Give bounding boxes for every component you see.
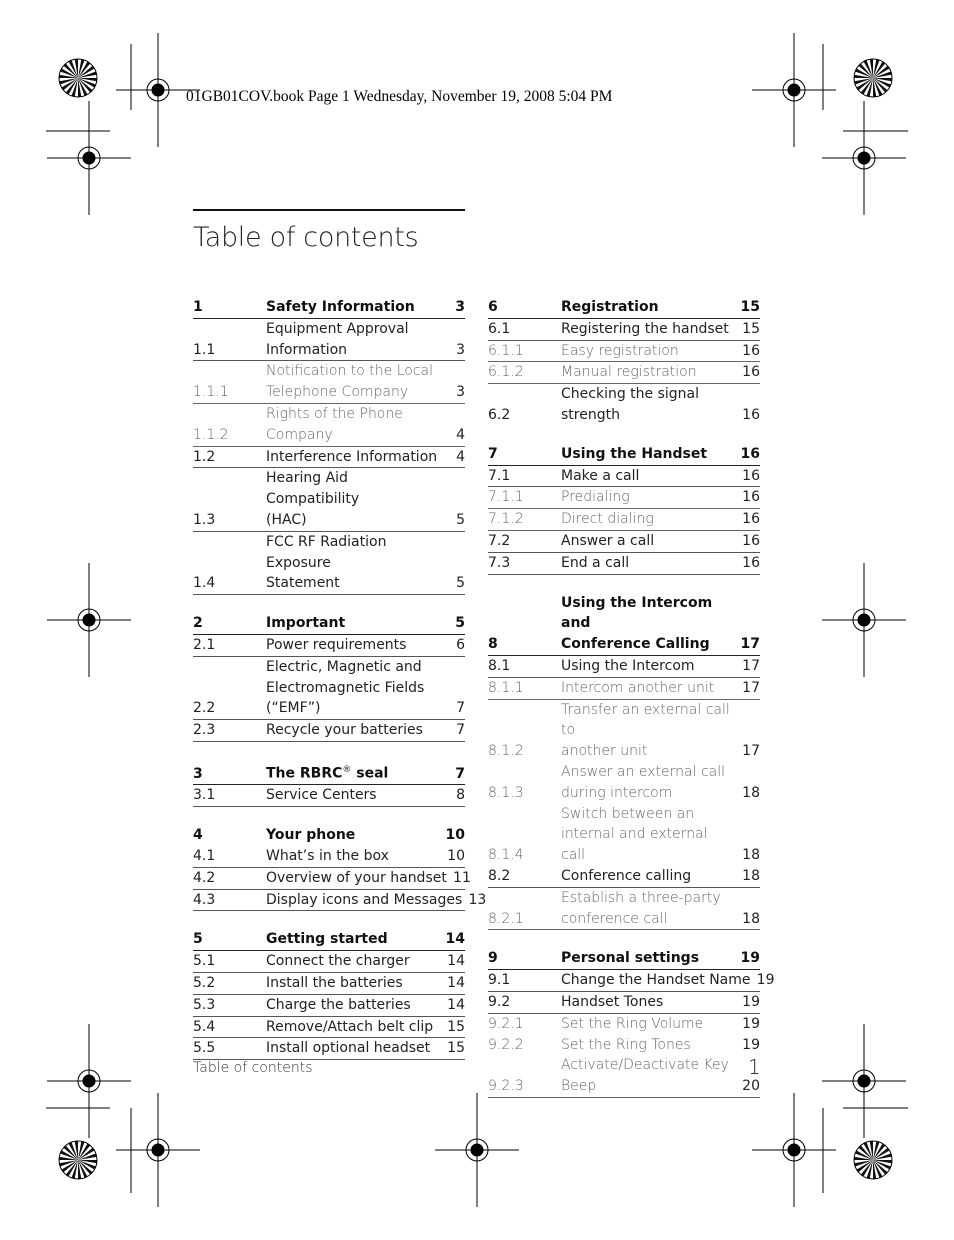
toc-entry-number: 7.1.1 [488,489,524,506]
toc-entry-number: 6.1.2 [488,364,524,381]
crosshair-registration-mark [47,563,131,677]
toc-entry-title: Predialing [561,489,630,506]
toc-entry-page: 10 [447,847,465,864]
toc-entry-page: 18 [742,847,760,864]
toc-entry-page: 16 [742,467,760,484]
toc-entry[interactable] [193,635,465,657]
toc-section [488,948,775,1098]
toc-section [193,613,465,742]
toc-entry-page: 18 [742,867,760,884]
toc-entry[interactable] [488,362,760,384]
toc-entry-number: 9 [488,950,498,967]
toc-entry-title: Using the Handset [561,445,708,462]
toc-entry-title: End a call [561,554,630,571]
toc-entry-title: Registration [561,299,659,315]
toc-right-column [488,297,775,1116]
toc-entry[interactable] [488,319,760,341]
toc-entry[interactable] [193,1038,465,1060]
toc-entry-page: 17 [740,636,760,653]
starburst-registration-mark [854,59,892,97]
toc-entry-page: 16 [740,445,760,462]
toc-entry-page: 19 [742,1015,760,1032]
toc-entry-title: Power requirements [266,636,407,653]
toc-entry-number: 9.1 [488,972,511,989]
toc-entry-title: Manual registration [561,364,697,381]
toc-entry-page: 18 [742,784,760,801]
toc-section [488,297,760,426]
toc-entry-number: 5.4 [193,1018,216,1035]
toc-entry-number: 8.2 [488,867,511,884]
toc-entry[interactable] [193,846,465,868]
toc-entry[interactable] [488,992,760,1014]
toc-entry[interactable] [488,1014,760,1035]
toc-entry-page: 15 [447,1018,465,1035]
toc-section [193,297,465,595]
toc-entry-title: Using the Intercom [561,657,695,674]
toc-entry[interactable] [488,700,760,762]
toc-entry[interactable] [488,553,760,575]
toc-entry-title: Electric, Magnetic and Electromagnetic Fields (“EMF”) [266,658,425,717]
toc-entry-page: 4 [456,426,465,443]
toc-entry-title: Interference Information [266,448,438,465]
toc-entry-number: 1.3 [193,511,216,528]
toc-entry-page: 7 [456,700,465,717]
toc-entry-number: 8.2.1 [488,910,524,927]
toc-entry-number: 7.1.2 [488,511,524,528]
toc-entry-page: 8 [456,787,465,804]
toc-entry-page: 5 [456,575,465,592]
toc-entry-title: What’s in the box [266,847,389,864]
toc-entry-title: Rights of the Phone Company [266,405,403,443]
toc-entry-number: 2.1 [193,636,216,653]
toc-entry-page: 6 [456,636,465,653]
toc-entry[interactable] [193,760,465,785]
toc-entry-page: 19 [740,950,760,967]
toc-entry[interactable] [488,866,760,888]
toc-entry-number: 2 [193,615,203,632]
toc-entry[interactable] [193,995,465,1017]
toc-entry-title: Change the Handset Name [561,972,751,989]
toc-entry-title: Display icons and Messages [266,891,463,908]
crosshair-registration-mark [822,1024,906,1138]
starburst-registration-mark [854,1141,892,1179]
toc-entry-number: 5.5 [193,1040,216,1057]
toc-entry[interactable] [488,487,760,509]
toc-entry-page: 14 [445,931,465,948]
toc-entry[interactable] [193,613,465,635]
toc-entry-number: 8.1.2 [488,743,524,760]
toc-entry-title: Establish a three-party conference call [561,889,721,927]
crosshair-registration-mark [47,101,131,215]
toc-entry-number: 1 [193,299,203,315]
toc-entry-title: Answer a call [561,532,655,549]
toc-entry-title: Direct dialing [561,511,654,528]
toc-entry-page: 3 [456,384,465,401]
toc-entry[interactable] [193,361,465,404]
toc-entry-title: Charge the batteries [266,996,411,1013]
toc-entry-number: 1.4 [193,575,216,592]
toc-entry-page: 10 [445,827,465,844]
toc-entry-title: Activate/Deactivate Key Beep [561,1057,729,1095]
toc-entry-number: 8.1.4 [488,847,524,864]
toc-entry-number: 7.1 [488,467,511,484]
toc-entry-number: 4 [193,827,203,844]
toc-entry[interactable] [488,656,760,678]
toc-entry[interactable] [193,404,465,447]
toc-entry-number: 5.1 [193,953,216,970]
toc-entry-page: 7 [455,765,465,782]
toc-entry-page: 19 [742,993,760,1010]
toc-entry-title: Switch between an internal and external call [561,805,708,864]
toc-entry-page: 16 [742,489,760,506]
toc-section [193,760,465,807]
toc-entry-title: Equipment Approval Information [266,320,409,358]
toc-entry-number: 1.1.2 [193,426,229,443]
toc-entry-page: 19 [742,1036,760,1053]
toc-entry-page: 16 [742,364,760,381]
toc-entry[interactable] [488,593,760,656]
toc-entry-number: 2.3 [193,722,216,739]
toc-entry-page: 16 [742,532,760,549]
toc-entry-page: 16 [742,554,760,571]
toc-entry-number: 9.2 [488,993,511,1010]
toc-entry-number: 8.1 [488,657,511,674]
toc-entry-page: 18 [742,910,760,927]
toc-entry-title: Registering the handset [561,320,729,337]
toc-entry[interactable] [488,341,760,363]
toc-entry-number: 7.2 [488,532,511,549]
toc-entry-page: 17 [742,679,760,696]
toc-entry-page: 15 [742,320,760,337]
toc-entry-title: Conference calling [561,867,692,884]
toc-entry-title: Checking the signal strength [561,386,700,423]
print-header: 01GB01COV.book Page 1 Wednesday, November 19, 2008 5:04 PM [186,88,613,105]
starburst-registration-mark [59,1141,97,1179]
toc-entry-page: 4 [456,448,465,465]
toc-section [193,825,487,911]
crosshair-registration-mark [47,1024,131,1138]
toc-entry-page: 16 [742,511,760,528]
toc-left-column [193,297,487,1078]
toc-entry-title: Using the Intercom and Conference Calling [561,594,713,653]
toc-entry-page: 20 [742,1078,760,1095]
toc-entry[interactable] [193,532,465,595]
toc-entry-title: Overview of your handset [266,869,447,886]
toc-entry-number: 2.2 [193,700,216,717]
toc-entry[interactable] [193,720,465,742]
toc-entry-number: 6.1.1 [488,342,524,359]
toc-entry-page: 15 [740,299,760,315]
toc-section [488,593,760,931]
crosshair-registration-mark [116,1093,200,1207]
toc-entry-number: 8.1.3 [488,784,524,801]
toc-entry-page: 3 [456,341,465,358]
toc-entry-title: Remove/Attach belt clip [266,1018,434,1035]
toc-entry-number: 1.1 [193,341,216,358]
toc-entry[interactable] [193,890,487,912]
toc-entry-number: 1.2 [193,448,216,465]
toc-entry-number: 4.2 [193,869,216,886]
toc-entry[interactable] [488,1035,760,1056]
toc-entry-page: 17 [742,743,760,760]
toc-entry-title: Your phone [266,827,356,844]
toc-entry-number: 4.3 [193,891,216,908]
toc-entry-title: Set the Ring Volume [561,1015,704,1032]
toc-entry-number: 7.3 [488,554,511,571]
toc-entry[interactable] [193,868,471,890]
toc-entry-title: Getting started [266,931,388,948]
toc-entry-page: 5 [455,615,465,632]
toc-entry-title: Set the Ring Tones [561,1036,691,1053]
toc-entry[interactable] [193,973,465,995]
toc-entry[interactable] [193,447,465,469]
toc-entry-page: 5 [456,511,465,528]
toc-entry-title: Install optional headset [266,1040,431,1057]
toc-entry[interactable] [193,1017,465,1039]
toc-entry-title: Transfer an external call to another unit [561,701,730,760]
toc-entry-title: Safety Information [266,299,415,315]
toc-entry-title: Handset Tones [561,993,664,1010]
toc-entry-title: Intercom another unit [561,679,715,696]
toc-entry[interactable] [488,970,775,992]
toc-entry-number: 5.2 [193,974,216,991]
toc-entry[interactable] [488,948,760,970]
toc-entry[interactable] [488,509,760,531]
toc-entry-number: 3 [193,765,203,782]
title-rule [193,209,465,211]
toc-entry-title: Easy registration [561,342,679,359]
toc-entry-title: Personal settings [561,950,700,967]
toc-entry-number: 6 [488,299,498,315]
toc-entry-number: 5.3 [193,996,216,1013]
toc-entry-page: 3 [455,299,465,315]
toc-entry[interactable] [488,444,760,466]
toc-entry[interactable] [488,762,760,804]
toc-entry[interactable] [193,297,465,319]
toc-entry-title: Hearing Aid Compatibility (HAC) [266,470,360,528]
toc-entry[interactable] [193,951,465,973]
toc-entry-page: 14 [447,974,465,991]
toc-entry[interactable] [193,785,465,807]
toc-entry-page: 13 [468,891,487,908]
toc-entry-number: 7 [488,445,498,462]
toc-entry[interactable] [488,888,760,931]
toc-entry-title: Connect the charger [266,953,410,970]
toc-entry-number: 6.1 [488,320,511,337]
toc-entry-title: The RBRC® seal [266,764,389,782]
toc-entry-number: 8 [488,636,498,653]
toc-entry[interactable] [488,384,760,426]
toc-entry[interactable] [193,929,465,951]
toc-entry-number: 8.1.1 [488,679,524,696]
toc-entry-title: Notification to the Local Telephone Company [266,363,433,401]
toc-entry-page: 16 [742,406,760,423]
toc-entry-number: 9.2.3 [488,1078,524,1095]
toc-entry-title: Install the batteries [266,974,403,991]
footer-page-number: 1 [748,1055,761,1079]
toc-entry[interactable] [193,468,465,531]
toc-section [488,444,760,575]
toc-entry-number: 9.2.1 [488,1015,524,1032]
toc-entry[interactable] [193,825,465,846]
toc-entry[interactable] [488,678,760,700]
toc-entry-title: Service Centers [266,787,377,804]
toc-entry-page: 16 [742,342,760,359]
toc-entry[interactable] [488,531,760,553]
crosshair-registration-mark [822,563,906,677]
starburst-registration-mark [59,59,97,97]
toc-entry-number: 6.2 [488,406,511,423]
toc-entry-page: 19 [756,972,775,989]
toc-entry-page: 17 [742,657,760,674]
toc-entry-number: 9.2.2 [488,1036,524,1053]
toc-entry[interactable] [488,466,760,488]
page-title: Table of contents [193,222,419,253]
toc-entry[interactable] [488,1055,760,1098]
footer-section-name: Table of contents [193,1060,313,1076]
toc-entry[interactable] [488,297,760,319]
toc-entry-page: 15 [447,1040,465,1057]
toc-entry-page: 14 [447,996,465,1013]
toc-entry-page: 11 [453,869,471,886]
toc-entry-number: 5 [193,931,203,948]
toc-entry[interactable] [193,319,465,362]
toc-entry-title: Answer an external call during intercom [561,763,726,801]
toc-entry-title: Important [266,615,346,632]
toc-entry-number: 3.1 [193,787,216,804]
crosshair-registration-mark [822,101,906,215]
toc-entry-title: FCC RF Radiation Exposure Statement [266,533,387,592]
toc-entry-title: Make a call [561,467,640,484]
toc-section [193,929,465,1060]
toc-entry-page: 14 [447,953,465,970]
toc-entry-title: Recycle your batteries [266,722,423,739]
toc-entry-page: 7 [456,722,465,739]
toc-entry[interactable] [488,804,760,866]
toc-entry[interactable] [193,657,465,720]
toc-entry-number: 4.1 [193,847,216,864]
toc-entry-number: 1.1.1 [193,384,229,401]
